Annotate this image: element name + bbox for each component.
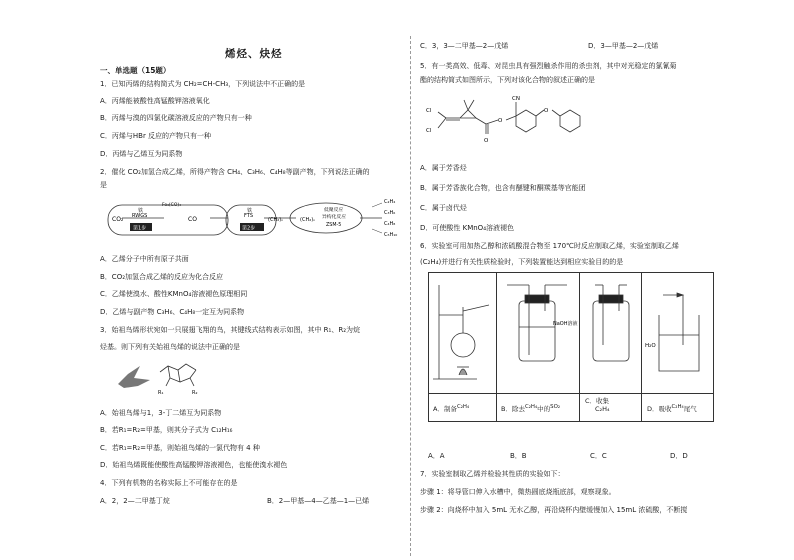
q1-stem: 1．已知丙烯的结构简式为 CH₂=CH-CH₃，下列说法中不正确的是 <box>100 80 306 88</box>
q7-stem: 7．实验室制取乙烯并检验其性质的实验如下： <box>420 470 565 478</box>
q2-step2-label: 第2步 <box>242 225 256 232</box>
q3-option-c: C．若R₁=R₂=甲基，则始祖鸟烯的一氯代物有 4 种 <box>100 444 260 452</box>
q6-caption-d-text: D．吸收 <box>647 405 672 414</box>
q2-rwgs-label: RWGS <box>132 213 148 219</box>
q2-co2-label: CO₂ <box>112 216 124 223</box>
page-title: 烯烃、炔烃 <box>225 48 283 60</box>
q2-isom-label: 异构化反应 <box>322 215 346 220</box>
q5-cl-1: Cl <box>426 108 432 114</box>
q5-o-2: O <box>484 138 489 144</box>
q3-option-a: A．始祖鸟烯与1，3-丁二烯互为同系物 <box>100 409 222 417</box>
q4-stem: 4．下列有机物的名称实际上不可能存在的是 <box>100 479 238 487</box>
q5-option-a: A．属于芳香烃 <box>420 164 467 172</box>
q3-option-d: D．始祖鸟烯既能使酸性高锰酸钾溶液褪色，也能使溴水褪色 <box>100 461 288 469</box>
q2-ch2b-label: (CH₂)ₙ <box>300 217 316 223</box>
q3-structure-figure <box>100 356 220 396</box>
q2-product-2: C₃H₆ <box>384 210 396 216</box>
q5-stem-line2: 酯的结构简式如图所示，下列对该化合物的叙述正确的是 <box>420 76 595 84</box>
q6-h2o-label: H₂O <box>645 343 656 349</box>
q6-choice-a: A．A <box>428 452 445 460</box>
q2-fe3o4-label: Fe₃(CO)₄ <box>162 203 181 208</box>
q6-caption-d-tail: 尾气 <box>683 405 697 414</box>
q4-option-d: D．3—甲基—2—戊烯 <box>588 42 659 50</box>
q7-step2: 步骤 2：向烧杯中加入 5mL 无水乙醇，再沿烧杯内壁缓慢加入 15mL 浓硫酸，不断搅 <box>420 506 688 514</box>
q2-oligo-label: 低聚反应 <box>324 208 344 213</box>
q6-caption-b <box>501 403 560 413</box>
q2-zsm-label: ZSM-5 <box>326 223 342 228</box>
left-column <box>100 0 400 560</box>
q5-option-b: B．属于芳香族化合物，也含有醚键和酮羰基等官能团 <box>420 184 586 192</box>
q6-choice-b: B．B <box>510 452 527 460</box>
q2-label-b: 铁 <box>247 208 253 214</box>
q5-o-1: O <box>498 118 503 124</box>
q3-stem-line2: 烃基。则下列有关始祖鸟烯的说法中正确的是 <box>100 343 240 351</box>
column-divider <box>410 36 411 556</box>
q6-caption-a-text: A．制备 <box>433 405 457 414</box>
q3-r1-label: R₁ <box>158 390 164 396</box>
section-heading: 一、单选题（15题） <box>100 66 171 75</box>
q3-r2-label: R₂ <box>192 390 198 396</box>
q6-choice-d: D．D <box>670 452 688 460</box>
q6-caption-a <box>433 403 469 413</box>
q6-apparatus-a <box>431 275 495 391</box>
q6-caption-b-text: B．除去 <box>501 405 525 414</box>
q5-stem-line1: 5．有一类高效、低毒、对昆虫具有强烈触杀作用的杀虫剂，其中对光稳定的氯氰菊 <box>420 62 677 70</box>
q6-apparatus-b <box>499 275 579 391</box>
q6-caption-b-formula: C₂H₄ <box>524 404 538 410</box>
q6-naoh-label: NaOH溶液 <box>553 321 578 327</box>
q6-apparatus-panel <box>428 272 714 422</box>
q4-option-b: B．2—甲基—4—乙基—1—已烯 <box>267 497 370 505</box>
q6-caption-c-formula: C₂H₄ <box>595 405 610 413</box>
q5-cn-label: CN <box>512 96 520 102</box>
q2-option-b: B．CO₂加氢合成乙烯的反应为化合反应 <box>100 273 224 281</box>
q5-option-c: C．属于卤代烃 <box>420 204 467 212</box>
q6-caption-d <box>647 403 697 413</box>
right-column <box>420 0 720 560</box>
q4-option-a: A．2，2—二甲基丁烷 <box>100 497 170 505</box>
q7-step1: 步骤 1：将导管口伸入水槽中，微热圆底烧瓶底部，观察现象。 <box>420 488 616 496</box>
q2-stem-line1: 2．催化 CO₂加氢合成乙烯，所得产物含 CH₄、C₃H₆、C₄H₈等副产物，下列说法正确的 <box>100 168 370 176</box>
q2-co-label: CO <box>188 216 197 223</box>
q2-stem-line2: 是 <box>100 181 107 189</box>
q6-caption-c <box>585 397 610 413</box>
q6-caption-b-so2: SO₂ <box>550 404 561 410</box>
q6-apparatus-d <box>643 275 711 391</box>
q2-product-1: C₂H₄ <box>384 199 396 205</box>
q5-cl-2: Cl <box>426 128 432 134</box>
q3-skeletal-formula <box>160 364 196 386</box>
q1-option-b: B．丙烯与溴的四氯化碳溶液反应的产物只有一种 <box>100 114 252 122</box>
q2-ch2-label: (CH₂)ₙ <box>268 217 284 223</box>
q2-option-a: A．乙烯分子中所有原子共面 <box>100 255 189 263</box>
q6-caption-b-tail: 中的 <box>537 405 551 414</box>
q1-option-c: C．丙烯与HBr 反应的产物只有一种 <box>100 132 212 140</box>
q2-option-d: D．乙烯与副产物 C₃H₆、C₄H₈一定互为同系物 <box>100 308 245 316</box>
q6-choice-c: C．C <box>590 452 607 460</box>
q2-product-4: C₅H₁₀ <box>384 232 398 238</box>
q1-option-a: A．丙烯能被酸性高锰酸钾溶液氧化 <box>100 97 210 105</box>
q5-o-3: O <box>544 108 549 114</box>
q6-stem-line2: (C₂H₄)并进行有关性质检验时，下列装置能达到相应实验目的的是 <box>420 258 624 266</box>
q4-option-c: C．3，3—二甲基—2—戊烯 <box>420 42 509 50</box>
q1-option-d: D．丙烯与乙烯互为同系物 <box>100 150 183 158</box>
q6-caption-c-text: C．收集 <box>585 397 610 405</box>
q2-fts-label: FTS <box>244 213 254 219</box>
q3-bird-photo <box>106 366 150 388</box>
q3-option-b: B．若R₁=R₂=甲基，则其分子式为 C₁₂H₁₆ <box>100 426 233 434</box>
q2-option-c: C．乙烯使溴水、酸性KMnO₄溶液褪色原理相同 <box>100 290 248 298</box>
q5-structure-formula <box>424 88 604 152</box>
q2-reaction-diagram <box>100 193 400 243</box>
q6-stem-line1: 6．实验室可用加热乙醇和浓硫酸混合物至 170℃时反应制取乙烯，实验室制取乙烯 <box>420 242 679 250</box>
q2-label-a: 铁 <box>138 208 144 214</box>
q6-apparatus-c <box>581 275 641 391</box>
q2-step1-label: 第1步 <box>133 225 147 232</box>
q2-product-3: C₄H₈ <box>384 221 396 227</box>
q3-stem-line1: 3．始祖鸟烯形状宛如一只展翅飞翔的鸟，其键线式结构表示如图，其中 R₁、R₂为烷 <box>100 326 361 334</box>
q5-option-d: D．可使酸性 KMnO₄溶液褪色 <box>420 224 514 232</box>
q6-caption-a-formula: C₂H₄ <box>456 404 470 410</box>
q6-caption-d-formula: C₂H₄ <box>671 404 684 410</box>
